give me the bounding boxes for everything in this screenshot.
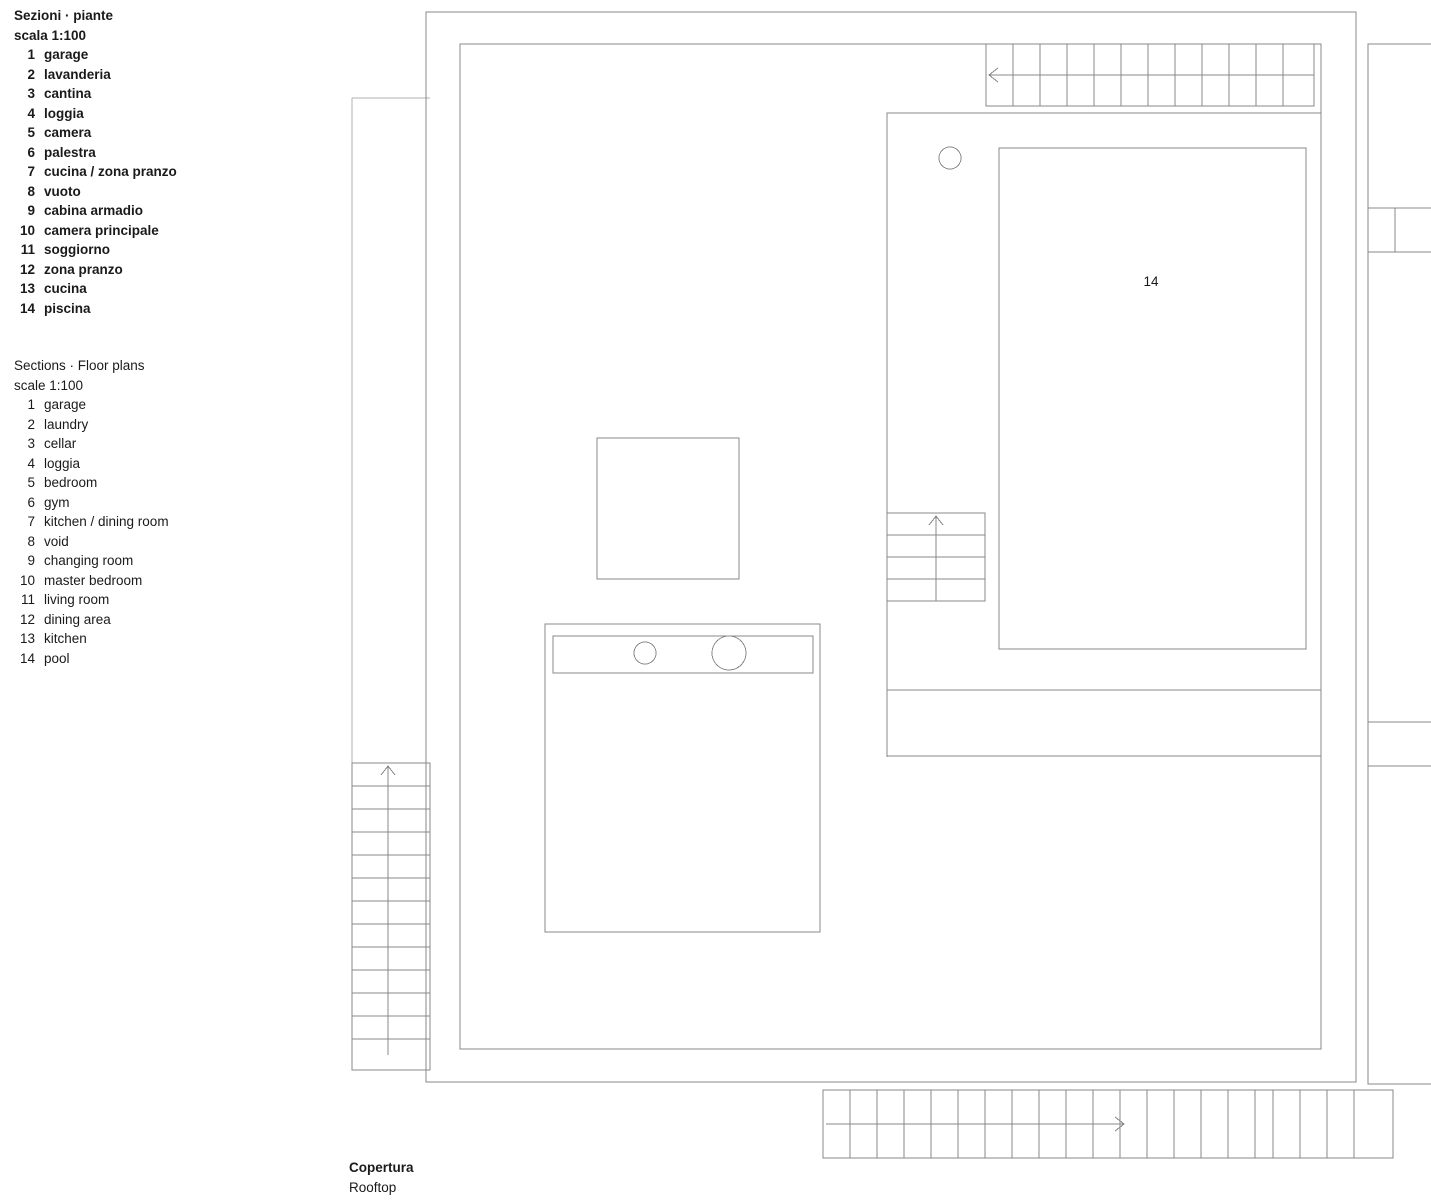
legend-item-number: 1 (27, 47, 35, 62)
legend-item-label: bedroom (44, 475, 98, 490)
legend-english-title-line1: Sections · Floor plans (14, 358, 145, 373)
stair-run-mid-right (887, 513, 985, 601)
legend-item-number: 14 (19, 650, 35, 666)
legend-english-title-line2: scale 1:100 (14, 377, 84, 393)
legend-item-number: 12 (19, 611, 35, 627)
figure-caption (349, 1158, 414, 1197)
legend-item-label: cucina / zona pranzo (44, 164, 177, 179)
stair-run-upper-right (986, 44, 1314, 106)
plan-outer-outline (426, 12, 1356, 1082)
legend-italian-title-line1: Sezioni · piante (14, 8, 114, 23)
legend-item-label: garage (44, 397, 87, 412)
legend-item-label: living room (44, 592, 110, 607)
legend-item-number: 5 (27, 475, 35, 490)
legend-item-label: pool (44, 650, 70, 666)
pool-terrace-enclosure (887, 113, 1321, 757)
legend-item-number: 9 (27, 553, 35, 568)
legend-item-number: 8 (27, 183, 35, 199)
legend-item-label: camera principale (44, 222, 159, 238)
legend-item-number: 11 (20, 592, 35, 607)
pool-basin (999, 148, 1306, 649)
legend-item-label: garage (44, 47, 89, 62)
legend-item-number: 10 (19, 222, 35, 238)
legend-item-label: laundry (44, 416, 89, 432)
legend-item-number: 12 (19, 261, 35, 277)
stair-run-left (352, 763, 430, 1070)
stair-run-bottom (823, 1090, 1393, 1158)
legend-item-label: cucina (44, 281, 87, 296)
legend-item-number: 4 (27, 455, 35, 471)
legend-italian-title-line2: scala 1:100 (14, 27, 87, 43)
legend-item-label: loggia (44, 105, 84, 121)
room-label-14: 14 (1143, 274, 1159, 289)
legend-item-number: 6 (27, 494, 35, 510)
legend-item-label: lavanderia (44, 66, 111, 82)
legend-item-label: soggiorno (44, 242, 110, 257)
legend-item-label: void (44, 533, 69, 549)
legend-item-label: palestra (44, 144, 96, 160)
legend-item-label: gym (44, 494, 70, 510)
legend-item-number: 3 (27, 436, 35, 451)
legend-item-number: 1 (27, 397, 35, 412)
caption-italian: Copertura (349, 1160, 414, 1175)
legend-item-label: cabina armadio (44, 203, 144, 218)
legend-item-label: camera (44, 125, 92, 140)
legend-item-number: 7 (27, 514, 35, 529)
legend-item-label: dining area (44, 611, 111, 627)
legend-item-number: 2 (27, 66, 35, 82)
legend-item-label: zona pranzo (44, 261, 123, 277)
skylight-square (597, 438, 739, 579)
roof-volume-lower-center (545, 624, 820, 932)
legend-item-number: 5 (27, 125, 35, 140)
legend-item-number: 8 (27, 533, 35, 549)
legend-item-number: 11 (20, 242, 35, 257)
legend-item-label: changing room (44, 553, 134, 568)
legend-item-label: kitchen (44, 631, 87, 646)
legend-item-number: 9 (27, 203, 35, 218)
legend-item-label: cantina (44, 86, 92, 101)
legend-item-label: kitchen / dining room (44, 514, 169, 529)
roof-drain-circle (939, 147, 961, 169)
roof-opening-large-circle (712, 636, 746, 670)
legend-item-number: 10 (19, 572, 35, 588)
roof-opening-small-circle (634, 642, 656, 664)
legend-item-number: 3 (27, 86, 35, 101)
legend-item-label: master bedroom (44, 572, 143, 588)
legend-item-number: 2 (27, 416, 35, 432)
caption-english: Rooftop (349, 1179, 397, 1195)
adjacent-plan-right (1368, 44, 1431, 1084)
legend-item-number: 14 (19, 300, 35, 316)
legend-item-label: piscina (44, 300, 91, 316)
legend-item-label: loggia (44, 455, 81, 471)
legend-item-label: vuoto (44, 183, 81, 199)
legend-item-number: 4 (27, 105, 35, 121)
legend-item-number: 13 (19, 631, 35, 646)
legend-item-number: 7 (27, 164, 35, 179)
legend-item-label: cellar (44, 436, 77, 451)
roof-slab-outline (460, 44, 1321, 1049)
legend-item-number: 6 (27, 144, 35, 160)
legend-item-number: 13 (19, 281, 35, 296)
